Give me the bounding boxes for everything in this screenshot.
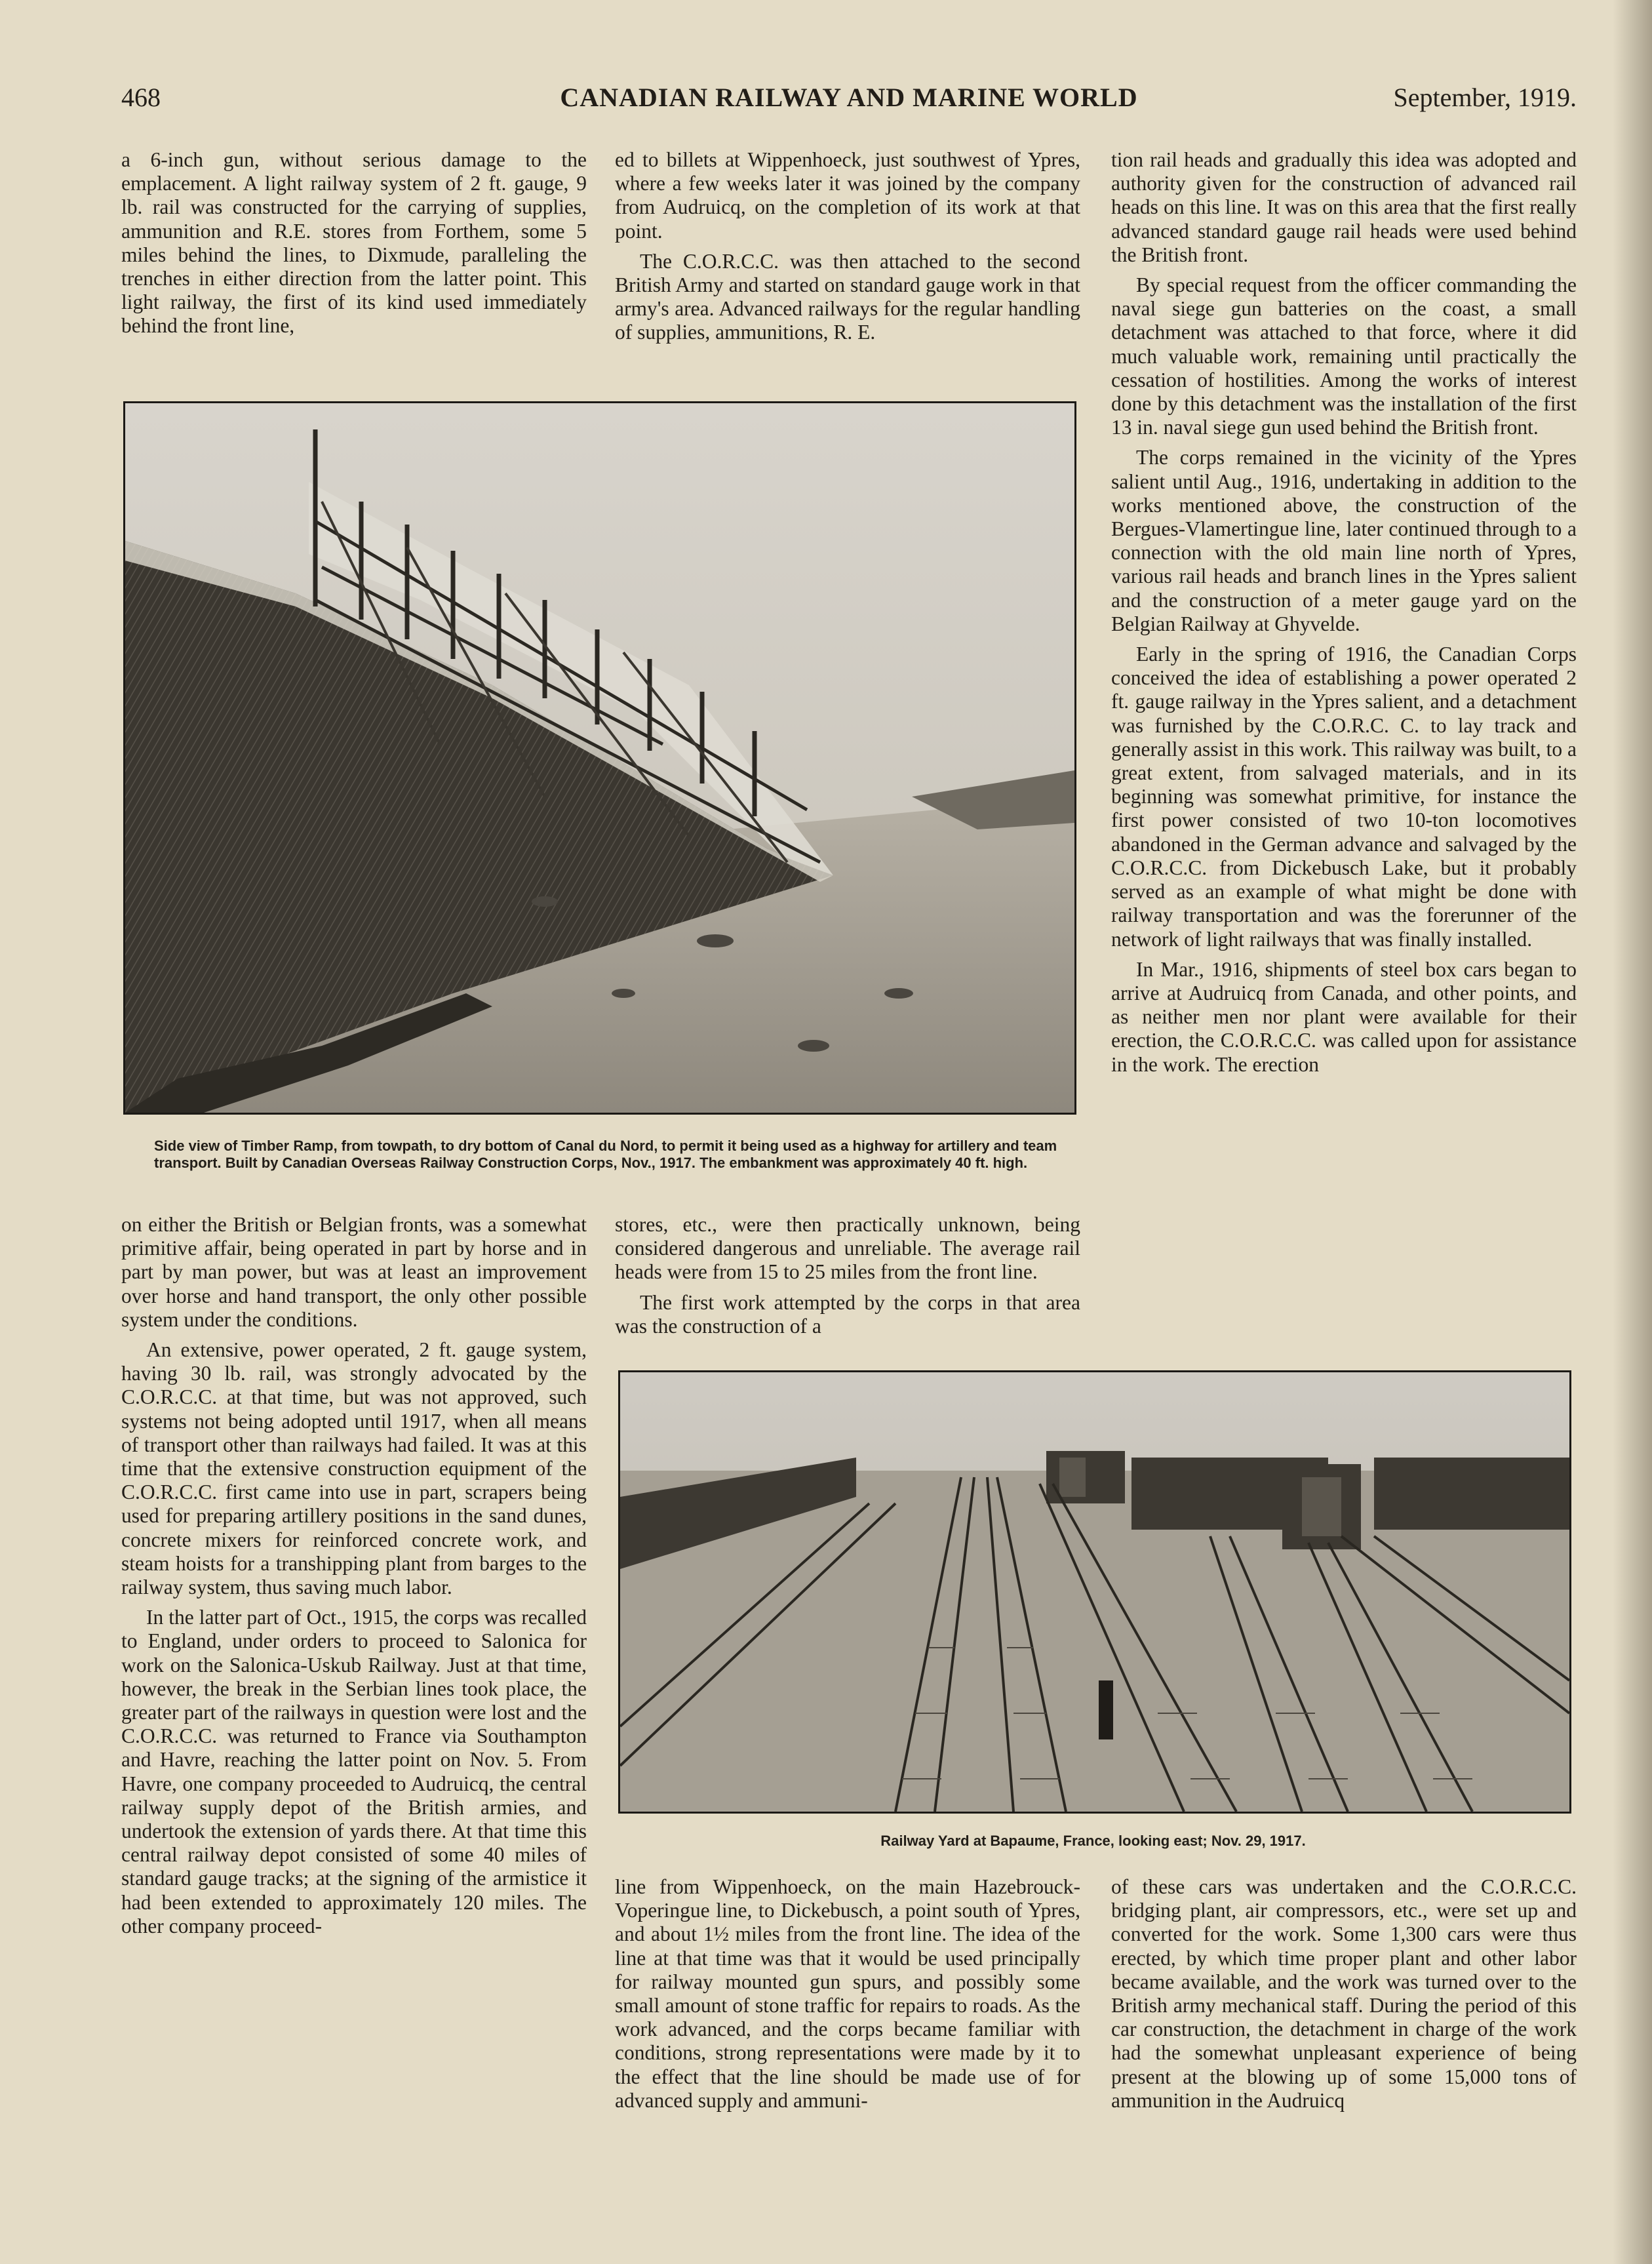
timber-ramp-photo (123, 401, 1076, 1115)
paragraph: a 6-inch gun, without serious damage to the emplacement. A light railway system of 2 ft. gauge, 9 lb. rail was constructed for the carrying of supplies, ammunition and R.E. stores from Forthem, some 5 miles behind the lines, to Dixmude, paralleling the trenches in either direction from the latter point. This light railway, the first of its kind used immediately behind the front line, (121, 148, 587, 338)
column-2-middle (615, 1213, 1080, 1338)
column-2-top (615, 148, 1080, 345)
column-3 (1111, 148, 1577, 1077)
caption-timber-ramp: Side view of Timber Ramp, from towpath, to dry bottom of Canal du Nord, to permit it being used as a highway for artillery and team transport. Built by Canadian Overseas Railway Construction Corps, Nov., 1917. The embankment was approximately 40 ft. high. (154, 1138, 1057, 1171)
paragraph: The C.O.R.C.C. was then attached to the second British Army and started on standard gauge work in that army's area. Advanced railways for the regular handling of supplies, ammunitions, R. E. (615, 249, 1080, 344)
paragraph: By special request from the officer commanding the naval siege gun batteries on the coast, a small detachment was attached to that force, where it did much valuable work, remaining until practically the cessation of hostilities. Among the works of interest done by this detachment was the installation of the first 13 in. naval siege gun used behind the British front. (1111, 273, 1577, 439)
column-1-top (121, 148, 587, 338)
page-edge-shadow (1613, 0, 1652, 2264)
paragraph: of these cars was undertaken and the C.O.R.C.C. bridging plant, air compressors, etc., were set up and converted for the work. Some 1,300 cars were thus erected, by which time proper plant and other labor became available, and the work was turned over to the British army mechanical staff. During the period of this car construction, the detachment in charge of the work had the somewhat unpleasant experience of being present at the blowing up of some 15,000 tons of ammunition in the Audruicq (1111, 1875, 1577, 2112)
paragraph: The first work attempted by the corps in that area was the construction of a (615, 1290, 1080, 1338)
page-header (121, 82, 1577, 121)
paragraph: In Mar., 1916, shipments of steel box cars began to arrive at Audruicq from Canada, and other points, and as neither men nor plant were available for their erection, the C.O.R.C.C. was called upon for assistance in the work. The erection (1111, 957, 1577, 1076)
paragraph: on either the British or Belgian fronts, was a somewhat primitive affair, being operated in part by horse and in part by man power, but was at least an improvement over horse and hand transport, the only other possible system under the conditions. (121, 1213, 587, 1331)
paragraph: line from Wippenhoeck, on the main Hazebrouck-Voperingue line, to Dickebusch, a point south of Ypres, and about 1½ miles from the front line. The idea of the line at that time was that it would be used principally for railway mounted gun spurs, and possibly some small amount of stone traffic for repairs to roads. As the work advanced, and the corps became familiar with conditions, strong representations were made by it to the effect that the line should be made use of for advanced supply and ammuni- (615, 1875, 1080, 2112)
railway-yard-photo (618, 1370, 1571, 1814)
paragraph: ed to billets at Wippenhoeck, just southwest of Ypres, where a few weeks later it was joined by the company from Audruicq, on the completion of its work at that point. (615, 148, 1080, 243)
column-2-bottom (615, 1875, 1080, 2113)
issue-date: September, 1919. (1393, 83, 1577, 112)
caption-railway-yard: Railway Yard at Bapaume, France, looking east; Nov. 29, 1917. (880, 1833, 1306, 1849)
page-number: 468 (121, 83, 161, 112)
publication-title: CANADIAN RAILWAY AND MARINE WORLD (560, 83, 1138, 112)
paragraph: Early in the spring of 1916, the Canadian Corps conceived the idea of establishing a power operated 2 ft. gauge railway in the Ypres salient, and a detachment was furnished by the C.O.R.C. C. to lay track and generally assist in this work. This railway was built, to a great extent, from salvaged materials, and in its beginning was somewhat primitive, for instance the first power consisted of two 10-ton locomotives abandoned in the German advance and salvaged by the C.O.R.C.C. from Dickebusch Lake, but it probably served as an example of what might be done with railway transportation and was the forerunner of the network of light railways that was finally installed. (1111, 643, 1577, 951)
paragraph: The corps remained in the vicinity of the Ypres salient until Aug., 1916, undertaking in addition to the works mentioned above, the construction of the Bergues-Vlamertingue line, later continued through to a connection with the old main line north of Ypres, various rail heads and branch lines in the Ypres salient and the construction of a meter gauge yard on the Belgian Railway at Ghyvelde. (1111, 446, 1577, 635)
paragraph: An extensive, power operated, 2 ft. gauge system, having 30 lb. rail, was strongly advocated by the C.O.R.C.C. at that time, but was not approved, such systems not being adopted until 1917, when all means of transport other than railways had failed. It was at this time that the extensive construction equipment of the C.O.R.C.C. first came into use in part, scrapers being used for preparing artillery positions in the sand dunes, concrete mixers for reinforced concrete work, and steam hoists for a transhipping plant from barges to the railway system, thus saving much labor. (121, 1338, 587, 1599)
paragraph: tion rail heads and gradually this idea was adopted and authority given for the construction of advanced rail heads on this line. It was on this area that the first really advanced standard gauge rail heads were used behind the British front. (1111, 148, 1577, 266)
paragraph: stores, etc., were then practically unknown, being considered dangerous and unreliable. The average rail heads were from 15 to 25 miles from the front line. (615, 1213, 1080, 1284)
paragraph: In the latter part of Oct., 1915, the corps was recalled to England, under orders to proceed to Salonica for work on the Salonica-Uskub Railway. Just at that time, however, the break in the Serbian lines took place, the greater part of the railways in question were lost and the C.O.R.C.C. was returned to France via Southampton and Havre, reaching the latter point on Nov. 5. From Havre, one company proceeded to Audruicq, the central railway supply depot of the British armies, and undertook the extension of yards there. At that time this central railway depot consisted of some 40 miles of standard gauge tracks; at the signing of the armistice it had been extended to approximately 120 miles. The other company proceed- (121, 1606, 587, 1937)
column-1-bottom (121, 1213, 587, 1938)
column-3-bottom (1111, 1875, 1577, 2113)
